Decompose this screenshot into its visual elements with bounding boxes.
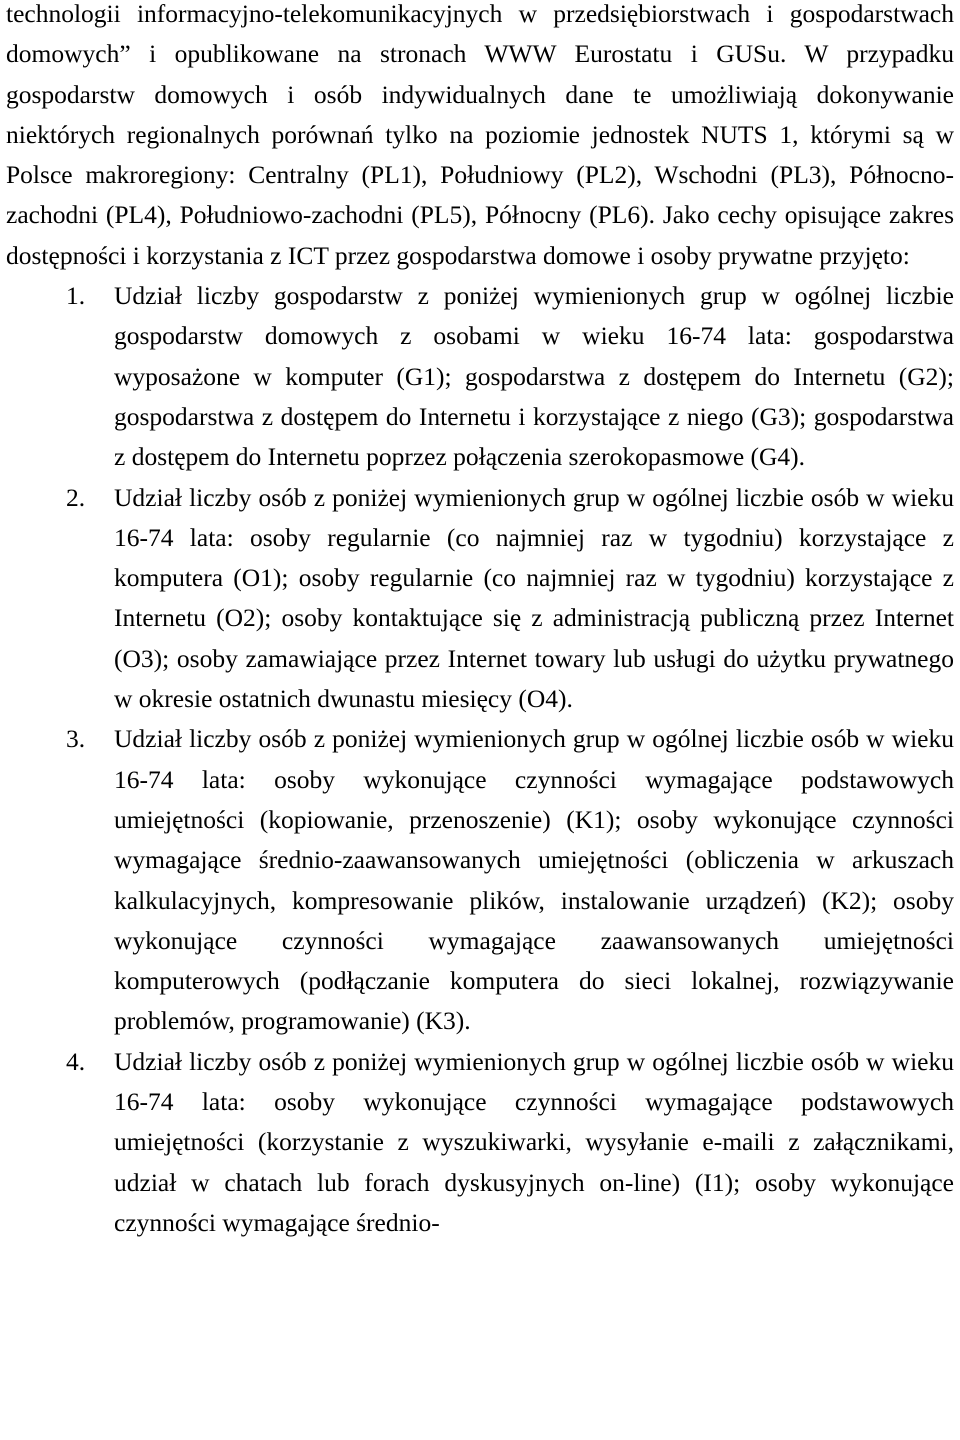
list-item (6, 276, 954, 477)
list-item-text: Udział liczby gospodarstw z poniżej wymienionych grup w ogólnej liczbie gospodarstw domowych z osobami w wieku 16-74 lata: gospodarstwa wyposażone w komputer (G1); gospodarstwa z dostępem do Internetu (G2); gospodarstwa z dostępem do Internetu i korzystające z niego (G3); gospodarstwa z dostępem do Internetu poprzez połączenia szerokopasmowe (G4). (114, 281, 954, 472)
list-item-number: 1. (66, 281, 86, 311)
list-item (6, 719, 954, 1041)
intro-paragraph: technologii informacyjno-telekomunikacyjnych w przedsiębiorstwach i gospodarstwach domowych” i opublikowane na stronach WWW Eurostatu i GUSu. W przypadku gospodarstw domowych i osób indywidualnych dane te umożliwiają dokonywanie niektórych regionalnych porównań tylko na poziomie jednostek NUTS 1, którymi są w Polsce makroregiony: Centralny (PL1), Południowy (PL2), Wschodni (PL3), Północno-zachodni (PL4), Południowo-zachodni (PL5), Północny (PL6). Jako cechy opisujące zakres dostępności i korzystania z ICT przez gospodarstwa domowe i osoby prywatne przyjęto: (6, 0, 954, 270)
list-item (6, 1042, 954, 1243)
document-page (6, 0, 954, 1243)
list-item-text: Udział liczby osób z poniżej wymienionych grup w ogólnej liczbie osób w wieku 16-74 lata: osoby wykonujące czynności wymagające podstawowych umiejętności (kopiowanie, przenoszenie) (K1); osoby wykonujące czynności wymagające średnio-zaawansowanych umiejętności (obliczenia w arkuszach kalkulacyjnych, kompresowanie plików, instalowanie urządzeń) (K2); osoby wykonujące czynności wymagające zaawansowanych umiejętności komputerowych (podłączanie komputera do sieci lokalnej, rozwiązywanie problemów, programowanie) (K3). (114, 724, 954, 1036)
criteria-list (6, 276, 954, 1243)
list-item-number: 3. (66, 724, 86, 754)
list-item-text: Udział liczby osób z poniżej wymienionych grup w ogólnej liczbie osób w wieku 16-74 lata: osoby regularnie (co najmniej raz w tygodniu) korzystające z komputera (O1); osoby regularnie (co najmniej raz w tygodniu) korzystające z Internetu (O2); osoby kontaktujące się z administracją publiczną przez Internet (O3); osoby zamawiające przez Internet towary lub usługi do użytku prywatnego w okresie ostatnich dwunastu miesięcy (O4). (114, 482, 954, 714)
list-item (6, 478, 954, 720)
list-item-number: 2. (66, 482, 86, 512)
list-item-text: Udział liczby osób z poniżej wymienionych grup w ogólnej liczbie osób w wieku 16-74 lata: osoby wykonujące czynności wymagające podstawowych umiejętności (korzystanie z wyszukiwarki, wysyłanie e-maili z załącznikami, udział w chatach lub forach dyskusyjnych on-line) (I1); osoby wykonujące czynności wymagające średnio- (114, 1046, 954, 1237)
list-item-number: 4. (66, 1046, 86, 1076)
